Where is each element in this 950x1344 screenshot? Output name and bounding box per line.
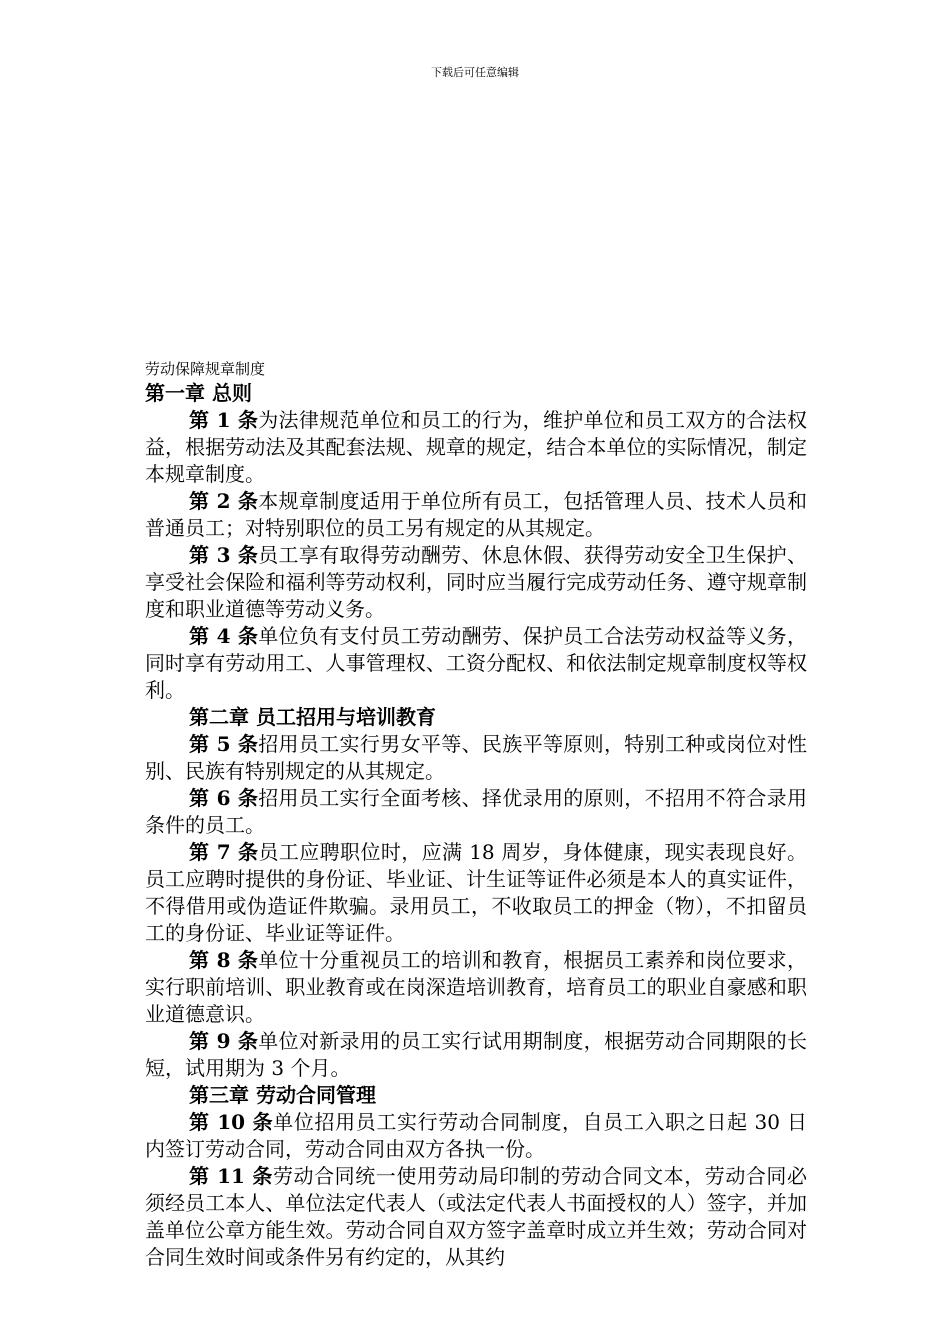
article-paragraph [145, 407, 807, 488]
article-text: 单位负有支付员工劳动酬劳、保护员工合法劳动权益等义务，同时享有劳动用工、人事管理权、工资分配权、和依法制定规章制度权等权利。 [145, 624, 808, 702]
article-text: 招用员工实行男女平等、民族平等原则，特别工种或岗位对性别、民族有特别规定的从其规定。 [145, 732, 808, 783]
header-note: 下载后可任意编辑 [431, 66, 519, 79]
article-label: 第 3 条 [189, 543, 259, 567]
article-paragraph [145, 1109, 807, 1163]
article-label: 第 6 条 [189, 786, 259, 810]
chapter-heading: 第二章 员工招用与培训教育 [189, 705, 436, 729]
article-text: 单位十分重视员工的培训和教育，根据员工素养和岗位要求，实行职前培训、职业教育或在岗深造培训教育，培育员工的职业自豪感和职业道德意识。 [145, 948, 808, 1026]
article-label: 第 10 条 [189, 1110, 274, 1134]
article-label: 第 2 条 [189, 489, 259, 513]
article-text: 劳动合同统一使用劳动局印制的劳动合同文本，劳动合同必须经员工本人、单位法定代表人（或法定代表人书面授权的人）签字，并加盖单位公章方能生效。劳动合同自双方签字盖章时成立并生效；劳动合同对合同生效时间或条件另有约定的，从其约 [145, 1164, 807, 1269]
article-text: 单位招用员工实行劳动合同制度，自员工入职之日起 30 日内签订劳动合同，劳动合同由双方各执一份。 [145, 1110, 807, 1161]
document-title: 劳动保障规章制度 [145, 360, 266, 378]
article-label: 第 8 条 [189, 948, 259, 972]
article-text: 本规章制度适用于单位所有员工，包括管理人员、技术人员和普通员工；对特别职位的员工另有规定的从其规定。 [145, 489, 808, 540]
article-paragraph [145, 488, 807, 542]
article-text: 员工享有取得劳动酬劳、休息休假、获得劳动安全卫生保护、享受社会保险和福利等劳动权利，同时应当履行完成劳动任务、遵守规章制度和职业道德等劳动义务。 [145, 543, 808, 621]
article-label: 第 1 条 [189, 408, 259, 432]
article-label: 第 11 条 [189, 1164, 273, 1188]
article-text: 招用员工实行全面考核、择优录用的原则，不招用不符合录用条件的员工。 [145, 786, 808, 837]
article-text: 单位对新录用的员工实行试用期制度，根据劳动合同期限的长短，试用期为 3 个月。 [145, 1029, 808, 1080]
article-paragraph [145, 623, 807, 704]
document-body [145, 358, 807, 1271]
article-label: 第 4 条 [189, 624, 259, 648]
article-paragraph [145, 731, 807, 785]
article-text: 为法律规范单位和员工的行为，维护单位和员工双方的合法权益，根据劳动法及其配套法规、规章的规定，结合本单位的实际情况，制定本规章制度。 [145, 408, 808, 486]
chapter-heading: 第一章 总则 [145, 381, 252, 405]
article-text: 员工应聘职位时，应满 18 周岁，身体健康，现实表现良好。员工应聘时提供的身份证、毕业证、计生证等证件必须是本人的真实证件，不得借用或伪造证件欺骗。录用员工，不收取员工的押金（物），不扣留员工的身份证、毕业证等证件。 [145, 840, 808, 945]
article-paragraph [145, 542, 807, 623]
article-label: 第 7 条 [189, 840, 259, 864]
chapter-heading: 第三章 劳动合同管理 [189, 1083, 376, 1107]
article-paragraph [145, 1028, 807, 1082]
article-paragraph [145, 785, 807, 839]
article-label: 第 5 条 [189, 732, 259, 756]
article-paragraph [145, 839, 807, 947]
article-paragraph [145, 1163, 807, 1271]
article-paragraph [145, 947, 807, 1028]
article-label: 第 9 条 [189, 1029, 259, 1053]
